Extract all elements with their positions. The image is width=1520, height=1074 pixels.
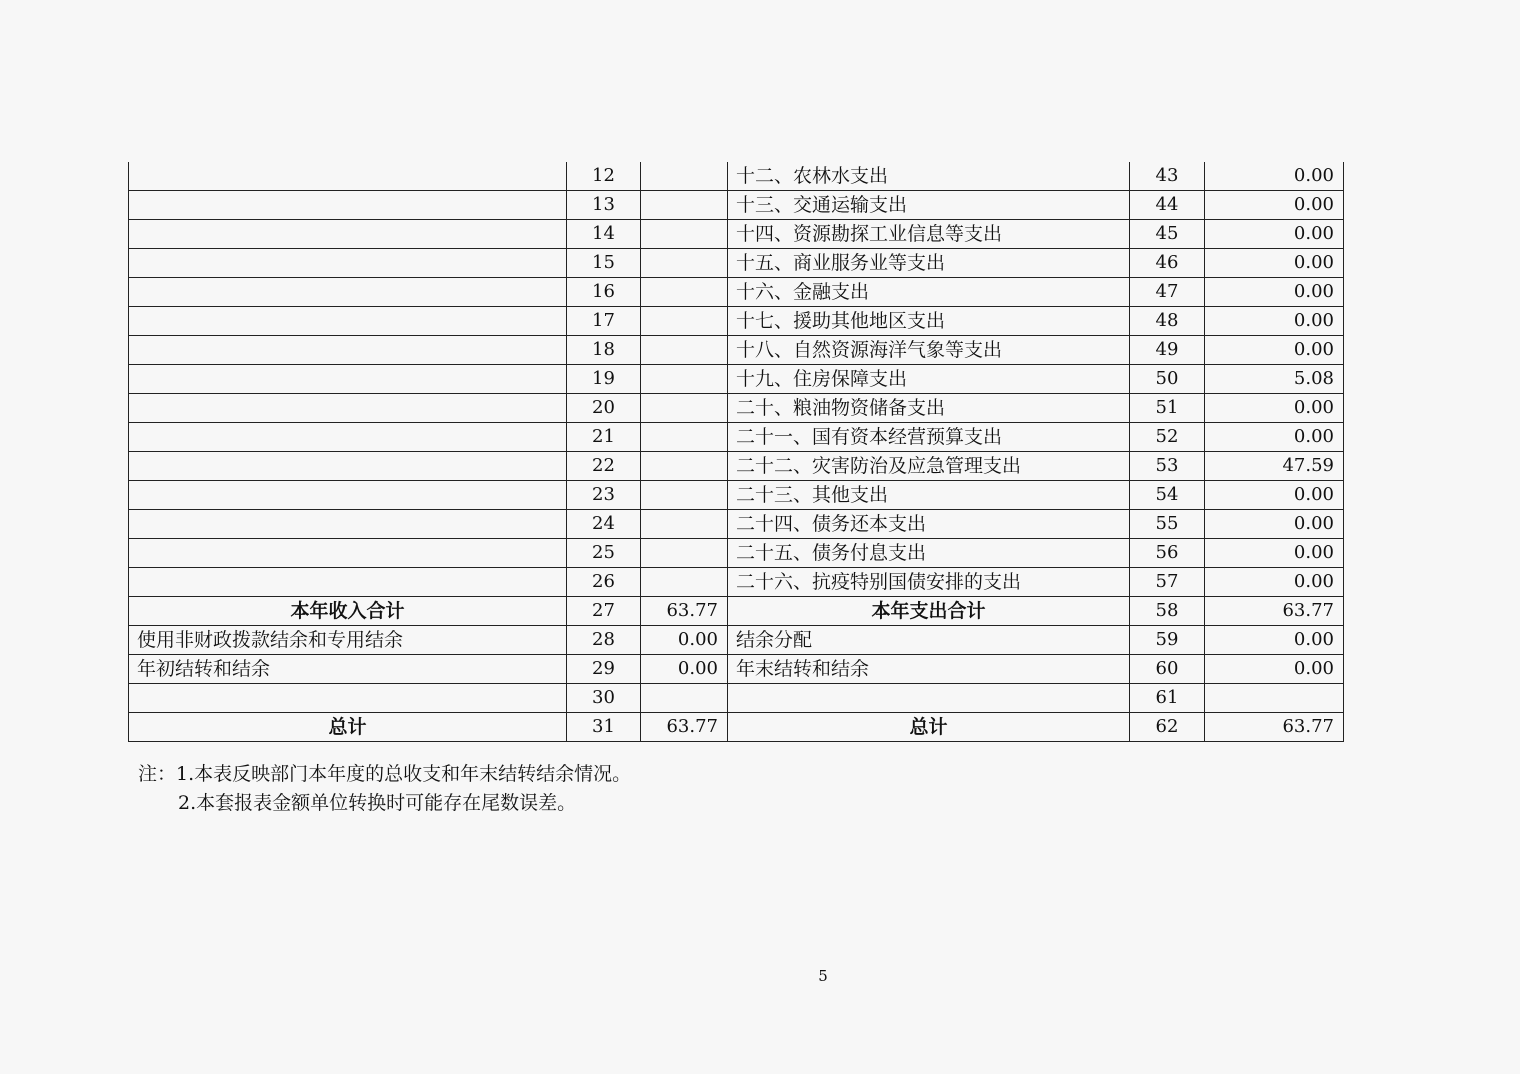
table-row <box>129 481 1344 510</box>
table-row <box>129 452 1344 481</box>
table-row <box>129 539 1344 568</box>
income-amount <box>641 394 728 423</box>
expenditure-amount: 0.00 <box>1205 394 1344 423</box>
income-line-number: 15 <box>567 249 641 278</box>
table-row <box>129 249 1344 278</box>
income-item-label <box>129 162 567 191</box>
table-row <box>129 336 1344 365</box>
income-line-number: 19 <box>567 365 641 394</box>
income-amount <box>641 307 728 336</box>
expenditure-item-label: 二十六、抗疫特别国债安排的支出 <box>728 568 1130 597</box>
income-item-label <box>129 249 567 278</box>
note-line-2: 2.本套报表金额单位转换时可能存在尾数误差。 <box>178 792 577 814</box>
table-row <box>129 394 1344 423</box>
income-line-number: 22 <box>567 452 641 481</box>
income-item-label <box>129 220 567 249</box>
income-line-number: 13 <box>567 191 641 220</box>
income-item-label <box>129 684 567 713</box>
expenditure-line-number: 52 <box>1130 423 1205 452</box>
expenditure-amount: 0.00 <box>1205 481 1344 510</box>
expenditure-line-number: 43 <box>1130 162 1205 191</box>
table-row <box>129 684 1344 713</box>
table-row <box>129 365 1344 394</box>
expenditure-item-label: 二十二、灾害防治及应急管理支出 <box>728 452 1130 481</box>
expenditure-item-label: 二十五、债务付息支出 <box>728 539 1130 568</box>
expenditure-line-number: 51 <box>1130 394 1205 423</box>
expenditure-line-number: 62 <box>1130 713 1205 742</box>
expenditure-line-number: 46 <box>1130 249 1205 278</box>
income-amount <box>641 220 728 249</box>
income-line-number: 20 <box>567 394 641 423</box>
income-line-number: 12 <box>567 162 641 191</box>
expenditure-amount: 0.00 <box>1205 510 1344 539</box>
expenditure-item-label: 十九、住房保障支出 <box>728 365 1130 394</box>
table-row <box>129 278 1344 307</box>
income-amount <box>641 452 728 481</box>
expenditure-line-number: 55 <box>1130 510 1205 539</box>
income-item-label <box>129 452 567 481</box>
income-line-number: 23 <box>567 481 641 510</box>
income-amount <box>641 278 728 307</box>
expenditure-line-number: 48 <box>1130 307 1205 336</box>
expenditure-line-number: 47 <box>1130 278 1205 307</box>
expenditure-line-number: 44 <box>1130 191 1205 220</box>
expenditure-amount: 0.00 <box>1205 191 1344 220</box>
expenditure-amount: 0.00 <box>1205 423 1344 452</box>
income-amount <box>641 684 728 713</box>
table-notes <box>138 760 631 818</box>
table-row <box>129 510 1344 539</box>
income-item-label <box>129 568 567 597</box>
income-item-label <box>129 394 567 423</box>
expenditure-line-number: 58 <box>1130 597 1205 626</box>
expenditure-amount: 0.00 <box>1205 626 1344 655</box>
expenditure-item-label: 十七、援助其他地区支出 <box>728 307 1130 336</box>
expenditure-line-number: 54 <box>1130 481 1205 510</box>
income-item-label: 总计 <box>129 713 567 742</box>
income-amount <box>641 539 728 568</box>
income-item-label <box>129 423 567 452</box>
expenditure-line-number: 50 <box>1130 365 1205 394</box>
income-line-number: 28 <box>567 626 641 655</box>
income-amount <box>641 510 728 539</box>
income-amount <box>641 568 728 597</box>
income-line-number: 16 <box>567 278 641 307</box>
income-item-label <box>129 510 567 539</box>
table-row <box>129 568 1344 597</box>
income-expenditure-table <box>128 162 1344 742</box>
income-item-label <box>129 191 567 220</box>
income-line-number: 25 <box>567 539 641 568</box>
table-row <box>129 220 1344 249</box>
expenditure-item-label: 十四、资源勘探工业信息等支出 <box>728 220 1130 249</box>
income-item-label <box>129 539 567 568</box>
income-line-number: 29 <box>567 655 641 684</box>
income-item-label: 使用非财政拨款结余和专用结余 <box>129 626 567 655</box>
table-row <box>129 626 1344 655</box>
table-row <box>129 423 1344 452</box>
income-line-number: 26 <box>567 568 641 597</box>
table-row <box>129 307 1344 336</box>
table-body <box>129 162 1344 742</box>
expenditure-line-number: 61 <box>1130 684 1205 713</box>
expenditure-amount: 0.00 <box>1205 539 1344 568</box>
expenditure-line-number: 60 <box>1130 655 1205 684</box>
income-amount: 63.77 <box>641 597 728 626</box>
expenditure-amount: 0.00 <box>1205 249 1344 278</box>
expenditure-line-number: 57 <box>1130 568 1205 597</box>
expenditure-line-number: 56 <box>1130 539 1205 568</box>
expenditure-line-number: 45 <box>1130 220 1205 249</box>
expenditure-item-label: 十五、商业服务业等支出 <box>728 249 1130 278</box>
expenditure-line-number: 49 <box>1130 336 1205 365</box>
expenditure-item-label: 二十三、其他支出 <box>728 481 1130 510</box>
income-amount <box>641 481 728 510</box>
income-amount <box>641 336 728 365</box>
page-number: 5 <box>818 967 828 985</box>
expenditure-line-number: 53 <box>1130 452 1205 481</box>
income-amount: 0.00 <box>641 626 728 655</box>
expenditure-amount: 0.00 <box>1205 655 1344 684</box>
expenditure-item-label: 总计 <box>728 713 1130 742</box>
table-row <box>129 655 1344 684</box>
expenditure-item-label: 二十一、国有资本经营预算支出 <box>728 423 1130 452</box>
income-line-number: 18 <box>567 336 641 365</box>
expenditure-amount <box>1205 684 1344 713</box>
income-amount <box>641 191 728 220</box>
income-line-number: 27 <box>567 597 641 626</box>
expenditure-item-label: 年末结转和结余 <box>728 655 1130 684</box>
expenditure-amount: 0.00 <box>1205 568 1344 597</box>
expenditure-item-label: 十六、金融支出 <box>728 278 1130 307</box>
expenditure-item-label: 二十四、债务还本支出 <box>728 510 1130 539</box>
expenditure-item-label: 二十、粮油物资储备支出 <box>728 394 1130 423</box>
income-line-number: 17 <box>567 307 641 336</box>
expenditure-line-number: 59 <box>1130 626 1205 655</box>
income-item-label: 本年收入合计 <box>129 597 567 626</box>
table-row <box>129 162 1344 191</box>
expenditure-item-label: 十二、农林水支出 <box>728 162 1130 191</box>
income-line-number: 30 <box>567 684 641 713</box>
expenditure-item-label: 十八、自然资源海洋气象等支出 <box>728 336 1130 365</box>
income-item-label: 年初结转和结余 <box>129 655 567 684</box>
income-item-label <box>129 278 567 307</box>
expenditure-amount: 0.00 <box>1205 278 1344 307</box>
income-item-label <box>129 365 567 394</box>
expenditure-item-label: 结余分配 <box>728 626 1130 655</box>
expenditure-amount: 47.59 <box>1205 452 1344 481</box>
expenditure-item-label: 十三、交通运输支出 <box>728 191 1130 220</box>
total-row <box>129 713 1344 742</box>
income-line-number: 24 <box>567 510 641 539</box>
income-line-number: 21 <box>567 423 641 452</box>
note-line-1: 注：1.本表反映部门本年度的总收支和年末结转结余情况。 <box>138 763 632 785</box>
subtotal-row <box>129 597 1344 626</box>
income-item-label <box>129 481 567 510</box>
expenditure-item-label <box>728 684 1130 713</box>
expenditure-amount: 5.08 <box>1205 365 1344 394</box>
income-item-label <box>129 307 567 336</box>
table-row <box>129 191 1344 220</box>
expenditure-amount: 0.00 <box>1205 336 1344 365</box>
income-amount <box>641 423 728 452</box>
expenditure-amount: 63.77 <box>1205 713 1344 742</box>
income-amount: 63.77 <box>641 713 728 742</box>
expenditure-amount: 0.00 <box>1205 220 1344 249</box>
income-line-number: 14 <box>567 220 641 249</box>
income-amount <box>641 249 728 278</box>
income-item-label <box>129 336 567 365</box>
expenditure-amount: 0.00 <box>1205 162 1344 191</box>
expenditure-amount: 0.00 <box>1205 307 1344 336</box>
expenditure-item-label: 本年支出合计 <box>728 597 1130 626</box>
income-amount <box>641 162 728 191</box>
expenditure-amount: 63.77 <box>1205 597 1344 626</box>
income-amount <box>641 365 728 394</box>
income-line-number: 31 <box>567 713 641 742</box>
income-amount: 0.00 <box>641 655 728 684</box>
